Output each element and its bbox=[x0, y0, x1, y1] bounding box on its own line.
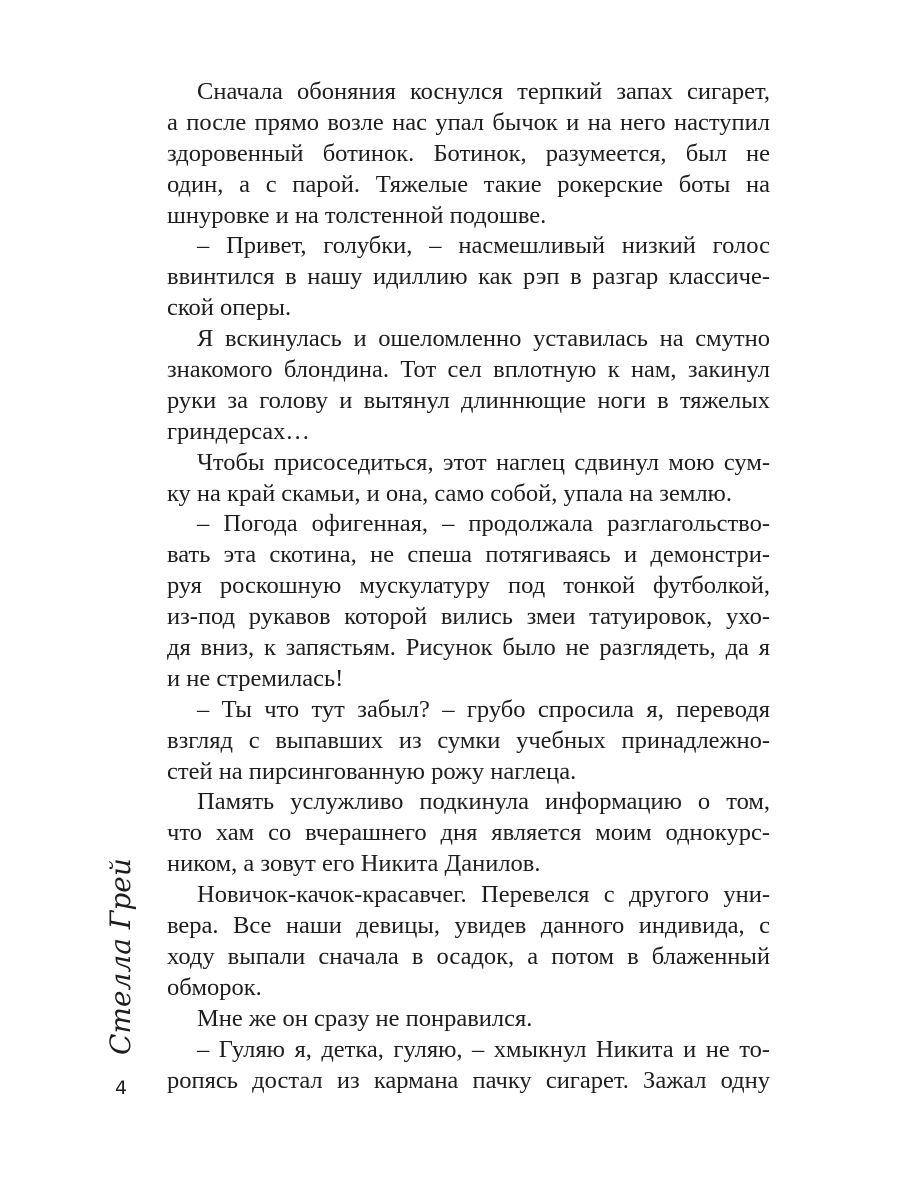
text-line: вать эта скотина, не спеша потягиваясь и демонстри- bbox=[167, 541, 770, 569]
text-line: ввинтился в нашу идиллию как рэп в разгар классиче- bbox=[167, 263, 770, 291]
text-line: – Гуляю я, детка, гуляю, – хмыкнул Никита и не то- bbox=[197, 1035, 770, 1063]
text-line: Чтобы присоседиться, этот наглец сдвинул мою сум- bbox=[197, 448, 770, 476]
text-line: и не стремилась! bbox=[167, 664, 344, 692]
text-line: руя роскошную мускулатуру под тонкой футболкой, bbox=[167, 572, 770, 600]
page-number: 4 bbox=[115, 1077, 128, 1099]
text-line: Мне же он сразу не понравился. bbox=[197, 1004, 533, 1032]
text-line: обморок. bbox=[167, 973, 262, 1001]
text-line: – Привет, голубки, – насмешливый низкий голос bbox=[197, 232, 770, 260]
page-body-text bbox=[167, 77, 770, 1096]
text-line: знакомого блондина. Тот сел вплотную к нам, закинул bbox=[167, 356, 770, 384]
text-line: ской оперы. bbox=[167, 294, 292, 322]
running-head-author: Стелла Грей bbox=[104, 858, 137, 1055]
text-line: Память услужливо подкинула информацию о том, bbox=[197, 788, 770, 816]
text-line: взгляд с выпавших из сумки учебных принадлежно- bbox=[167, 726, 770, 754]
text-line: Я вскинулась и ошеломленно уставилась на смутно bbox=[197, 325, 770, 353]
text-line: Новичок-качок-красавчег. Перевелся с другого уни- bbox=[197, 881, 770, 909]
text-line: руки за голову и вытянул длиннющие ноги в тяжелых bbox=[167, 386, 770, 414]
text-line: вера. Все наши девицы, увидев данного индивида, с bbox=[167, 912, 770, 940]
text-line: ку на край скамьи, и она, само собой, упала на землю. bbox=[167, 479, 732, 507]
text-line: один, а с парой. Тяжелые такие рокерские боты на bbox=[167, 170, 770, 198]
text-line: дя вниз, к запястьям. Рисунок было не разглядеть, да я bbox=[167, 634, 770, 662]
text-line: – Погода офигенная, – продолжала разглагольство- bbox=[197, 510, 770, 538]
text-line: шнуровке и на толстенной подошве. bbox=[167, 201, 547, 229]
text-line: гриндерсах… bbox=[167, 417, 310, 445]
text-line: – Ты что тут забыл? – грубо спросила я, переводя bbox=[197, 695, 770, 723]
text-line: Сначала обоняния коснулся терпкий запах сигарет, bbox=[197, 78, 770, 105]
text-line: а после прямо возле нас упал бычок и на него наступил bbox=[167, 108, 770, 136]
text-line: ходу выпали сначала в осадок, а потом в блаженный bbox=[167, 942, 770, 970]
text-line: ником, а зовут его Никита Данилов. bbox=[167, 850, 541, 878]
text-line: что хам со вчерашнего дня является моим однокурс- bbox=[167, 819, 770, 847]
text-line: здоровенный ботинок. Ботинок, разумеется, был не bbox=[167, 139, 770, 167]
text-line: из-под рукавов которой вились змеи татуировок, ухо- bbox=[167, 603, 770, 631]
text-line: ропясь достал из кармана пачку сигарет. Зажал одну bbox=[167, 1066, 770, 1094]
text-line: стей на пирсингованную рожу наглеца. bbox=[167, 757, 577, 785]
